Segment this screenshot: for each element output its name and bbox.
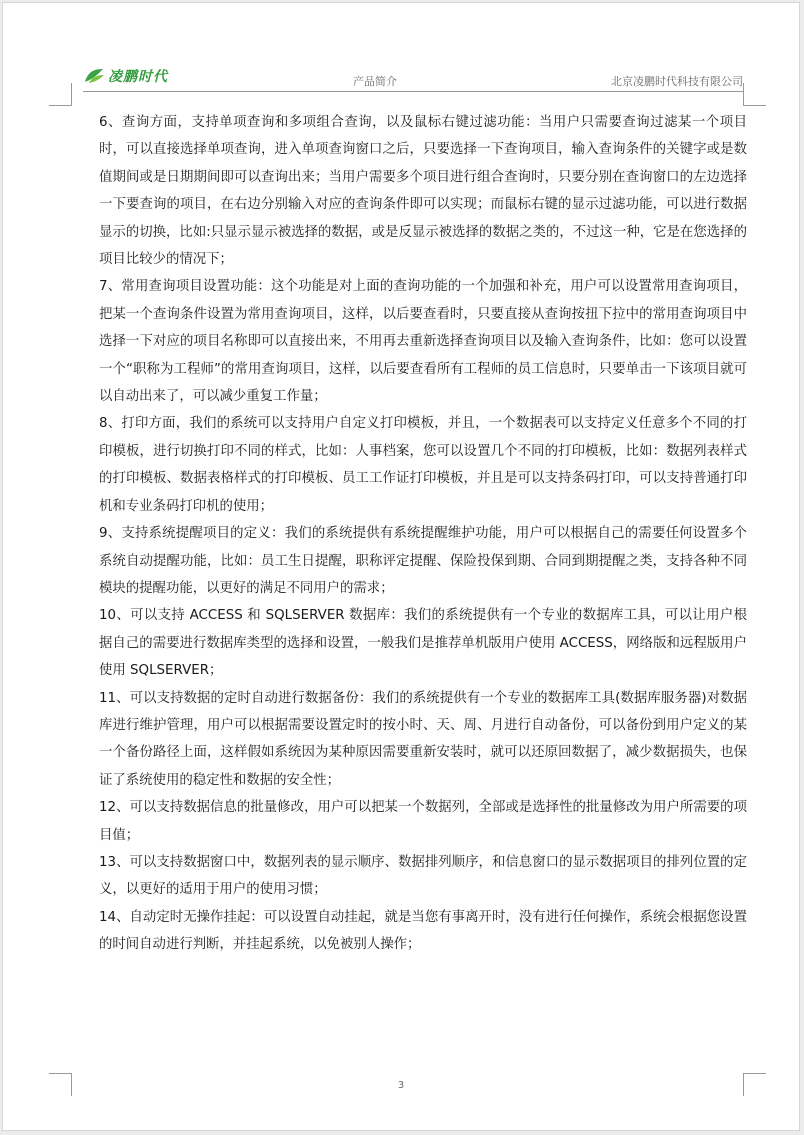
page-header (83, 63, 743, 92)
paragraph-9: 9、支持系统提醒项目的定义：我们的系统提供有系统提醒维护功能，用户可以根据自己的需要任何设置多个系统自动提醒功能，比如：员工生日提醒，职称评定提醒、保险投保到期、合同到期提醒之类，支持各种不同模块的提醒功能，以更好的满足不同用户的需求； (99, 526, 747, 596)
paragraph-7: 7、常用查询项目设置功能：这个功能是对上面的查询功能的一个加强和补充，用户可以设置常用查询项目，把某一个查询条件设置为常用查询项目，这样，以后要查看时，只要直接从查询按扭下拉中的常用查询项目中选择一下对应的项目名称即可以直接出来，不用再去重新选择查询项目以及输入查询条件，比如：您可以设置一个“职称为工程师”的常用查询项目，这样，以后要查看所有工程师的员工信息时，只要单击一下该项目就可以自动出来了，可以减少重复工作量； (99, 279, 747, 405)
paragraph-13: 13、可以支持数据窗口中，数据列表的显示顺序、数据排列顺序，和信息窗口的显示数据项目的排列位置的定义，以更好的适用于用户的使用习惯； (99, 854, 747, 898)
company-logo (83, 65, 168, 87)
paragraph-10: 10、可以支持 ACCESS 和 SQLSERVER 数据库：我们的系统提供有一个专业的数据库工具，可以让用户根据自己的需要进行数据库类型的选择和设置，一般我们是推荐单机版用户使用 ACCESS，网络版和远程版用户使用 SQLSERVER； (99, 608, 747, 679)
document-body (99, 109, 747, 959)
header-section-title: 产品简介 (353, 75, 397, 88)
header-company-name: 北京凌鹏时代科技有限公司 (611, 75, 743, 88)
page-number: 3 (397, 1080, 405, 1091)
document-page (2, 2, 800, 1131)
paragraph-6: 6、查询方面，支持单项查询和多项组合查询，以及鼠标右键过滤功能：当用户只需要查询过滤某一个项目时，可以直接选择单项查询，进入单项查询窗口之后，只要选择一下查询项目，输入查询条件的关键字或是数值期间或是日期期间即可以查询出来；当用户需要多个项目进行组合查询时，只要分别在查询窗口的左边选择一下要查询的项目，在右边分别输入对应的查询条件即可以实现；而鼠标右键的显示过滤功能，可以进行数据显示的切换，比如:只显示显示被选择的数据，或是反显示被选择的数据之类的，不过这一种，它是在您选择的项目比较少的情况下； (99, 115, 747, 268)
paragraph-14: 14、自动定时无操作挂起：可以设置自动挂起，就是当您有事离开时，没有进行任何操作，系统会根据您设置的时间自动进行判断，并挂起系统，以免被别人操作； (99, 909, 747, 953)
paragraph-8: 8、打印方面，我们的系统可以支持用户自定义打印模板，并且，一个数据表可以支持定义任意多个不同的打印模板，进行切换打印不同的样式，比如：人事档案，您可以设置几个不同的打印模板，比如：数据列表样式的打印模板、数据表格样式的打印模板、员工工作证打印模板，并且是可以支持条码打印，可以支持普通打印机和专业条码打印机的使用； (99, 416, 747, 514)
corner-mark-top-left (49, 83, 72, 106)
paragraph-11: 11、可以支持数据的定时自动进行数据备份：我们的系统提供有一个专业的数据库工具(数据库服务器)对数据库进行维护管理，用户可以根据需要设置定时的按小时、天、周、月进行自动备份，可以备份到用户定义的某一个备份路径上面，这样假如系统因为某种原因需要重新安装时，就可以还原回数据了，减少数据损失，也保证了系统使用的稳定性和数据的安全性； (99, 690, 747, 788)
paragraph-12: 12、可以支持数据信息的批量修改，用户可以把某一个数据列，全部或是选择性的批量修改为用户所需要的项目值； (99, 800, 747, 843)
logo-text: 凌鹏时代 (108, 69, 168, 85)
corner-mark-top-right (743, 83, 766, 106)
leaf-logo-icon (83, 67, 105, 85)
